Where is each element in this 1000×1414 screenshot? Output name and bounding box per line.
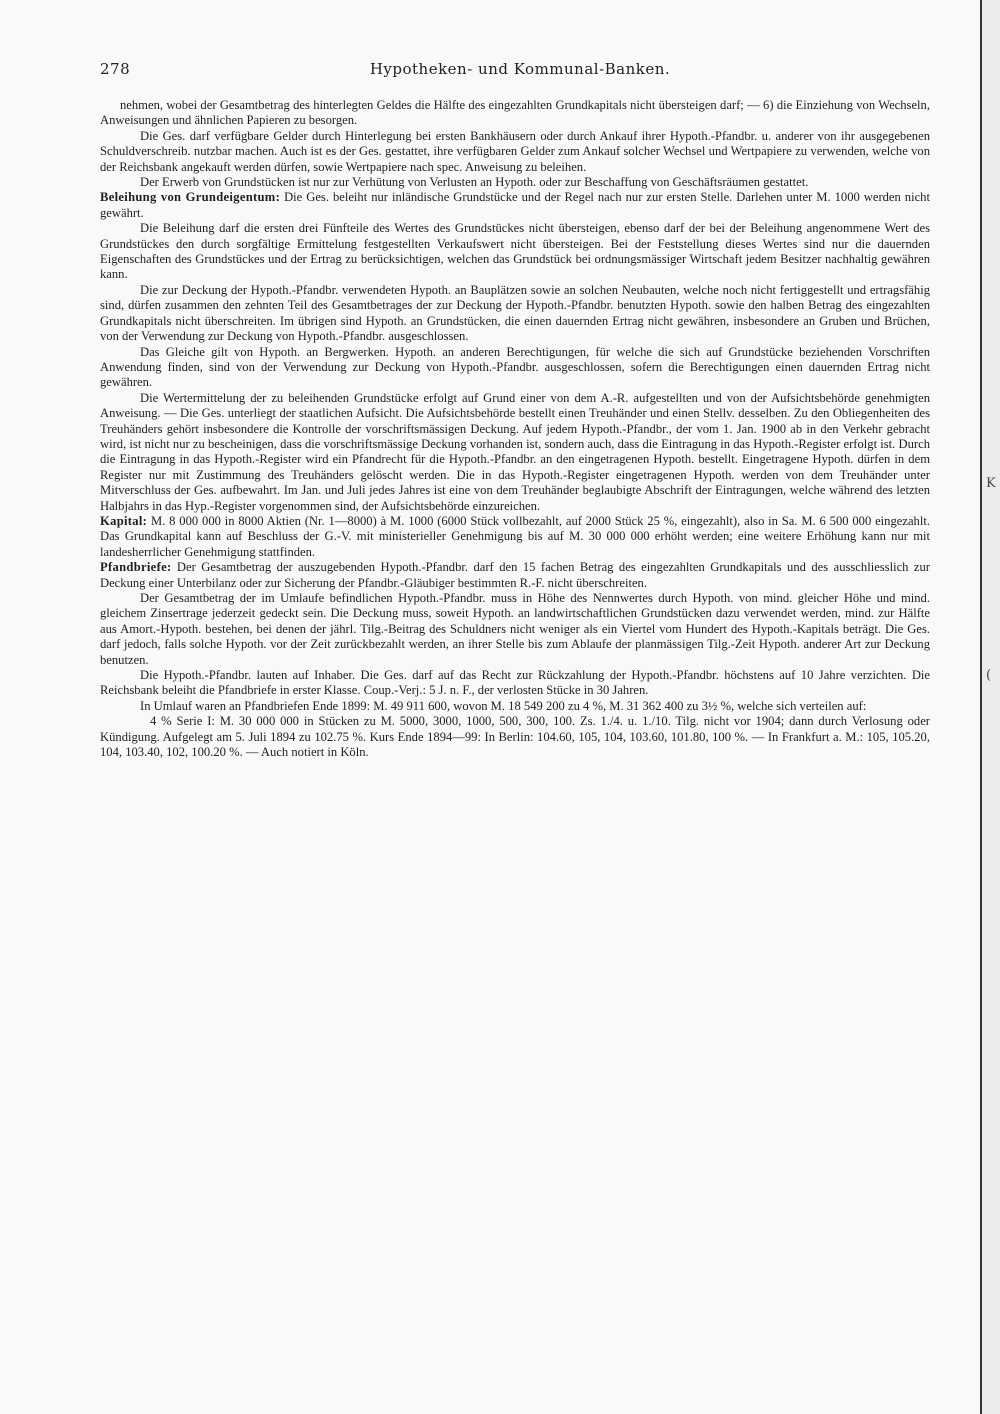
running-title: Hypotheken- und Kommunal-Banken. [369, 60, 671, 78]
paragraph [100, 560, 930, 591]
page-number: 278 [100, 60, 131, 78]
paragraph [100, 391, 930, 514]
paragraph-text: In Umlauf waren an Pfandbriefen Ende 1899: M. 49 911 600, wovon M. 18 549 200 zu 4 %, M. 31 362 400 zu 3½ %, welche sich verteilen auf: [140, 698, 867, 713]
paragraph [100, 283, 930, 345]
paragraph [100, 221, 930, 283]
paragraph-text: nehmen, wobei der Gesamtbetrag des hinterlegten Geldes die Hälfte des eingezahlten Grundkapitals nicht übersteigen darf; — 6) die Einziehung von Wechseln, Anweisungen und ähnlichen Papieren zu besorgen. [100, 98, 930, 128]
paragraph-text: Das Gleiche gilt von Hypoth. an Bergwerken. Hypoth. an anderen Berechtigungen, für welche die sich auf Grundstücke beziehenden Vorschriften Anwendung finden, sind von der Verwendung zur Deckung von Hypoth.-Pfandbr. ausgeschlossen, sofern die Berechtigungen einen dauernden Ertrag nicht gewähren. [100, 344, 930, 390]
body-text [100, 98, 930, 760]
paragraph-text: Die Wertermittelung der zu beleihenden Grundstücke erfolgt auf Grund einer von dem A.-R. aufgestellten und von der Aufsichtsbehörde genehmigten Anweisung. — Die Ges. unterliegt der staatlichen Aufsicht. Die Aufsichtsbehörde bestellt einen Treuhänder und einen Stellv. desselben. Zu den Obliegenheiten des Treuhänders gehört insbesondere die Kontrolle der vorschriftsmässigen Deckung. Auf jedem Hypoth.-Pfandbr., der vom 1. Jan. 1900 ab in den Verkehr gebracht wird, ist nicht nur zu bescheinigen, dass die vorschriftsmässige Deckung vorhanden ist, sondern auch, dass die Eintragung in das Hypoth.-Register erfolgt ist. Durch die Eintragung in das Hypoth.-Register wird ein Pfandrecht für die Hypoth.-Pfandbr. an den eingetragenen Hypoth. bestellt. Eingetragene Hypoth. dürfen in dem Register nur mit Zustimmung des Treuhänders gelöscht werden. Die in das Hypoth.-Register eingetragenen Hypoth. werden von dem Treuhänder unter Mitverschluss der Ges. aufbewahrt. Im Jan. und Juli jedes Jahres ist eine von dem Treuhänder beglaubigte Abschrift der Eintragungen, welche während des letzten Halbjahrs in das Hyp.-Register vorgenommen sind, der Aufsichtsbehörde einzureichen. [100, 390, 930, 513]
paragraph [100, 190, 930, 221]
section-heading: Kapital: [100, 513, 148, 528]
paragraph-text: 4 % Serie I: M. 30 000 000 in Stücken zu M. 5000, 3000, 1000, 500, 300, 100. Zs. 1./4. u. 1./10. Tilg. nicht vor 1904; dann durch Verlosung oder Kündigung. Aufgelegt am 5. Juli 1894 zu 102.75 %. Kurs Ende 1894—99: In Berlin: 104.60, 105, 104, 103.60, 101.80, 100 %. — In Frankfurt a. M.: 105, 105.20, 104, 103.40, 102, 100.20 %. — Auch notiert in Köln. [100, 714, 930, 760]
margin-mark: ( [986, 668, 992, 683]
section-heading: Pfandbriefe: [100, 560, 172, 575]
section-heading: Beleihung von Grundeigentum: [100, 190, 281, 205]
paragraph-text: Die Ges. beleiht nur inländische Grundstücke und der Regel nach nur zur ersten Stelle. Darlehen unter M. 1000 werden nicht gewährt. [100, 190, 930, 220]
page-edge [980, 0, 1000, 1414]
paragraph-text: Die Beleihung darf die ersten drei Fünfteile des Wertes des Grundstückes nicht übersteigen, ebenso darf der bei der Beleihung angenommene Wert des Grundstückes den durch sorgfältige Ermittelung festgestellten Verkaufswert nicht übersteigen. Bei der Feststellung dieses Wertes sind nur die dauernden Eigenschaften des Grundstückes und der Ertrag zu berücksichtigen, welchen das Grundstück bei ordnungsmässiger Wirtschaft jedem Besitzer nachhaltig gewähren kann. [100, 221, 930, 282]
paragraph-text: Der Gesamtbetrag der im Umlaufe befindlichen Hypoth.-Pfandbr. muss in Höhe des Nennwertes durch Hypoth. von mind. gleicher Höhe und mind. gleichem Zinsertrage jederzeit gedeckt sein. Die Deckung muss, soweit Hypoth. an landwirtschaftlichen Grundstücken dazu verwendet werden, mind. zur Hälfte aus Amort.-Hypoth. bestehen, bei denen der jährl. Tilg.-Beitrag des Schuldners nicht weniger als ein Viertel vom Hundert des Hypoth.-Kapitals beträgt. Die Ges. darf jedoch, falls solche Hypoth. vor der Zeit zurückbezahlt werden, an ihrer Stelle bis zum Ablaufe der planmässigen Tilg.-Zeit Hypoth. anderer Art zur Deckung benutzen. [100, 591, 930, 667]
paragraph [100, 668, 930, 699]
paragraph [100, 129, 930, 175]
paragraph [100, 98, 930, 129]
margin-mark: K [986, 476, 996, 491]
paragraph [100, 514, 930, 560]
paragraph-text: Der Erwerb von Grundstücken ist nur zur Verhütung von Verlusten an Hypoth. oder zur Beschaffung von Geschäftsräumen gestattet. [140, 175, 809, 190]
paragraph-text: Der Gesamtbetrag der auszugebenden Hypoth.-Pfandbr. darf den 15 fachen Betrag des eingezahlten Grundkapitals und des ausschliesslich zur Deckung einer Unterbilanz oder zur Sicherung der Pfandbr.-Gläubiger bestimmten R.-F. nicht überschreiten. [100, 560, 931, 590]
paragraph [100, 591, 930, 668]
paragraph-text: Die zur Deckung der Hypoth.-Pfandbr. verwendeten Hypoth. an Bauplätzen sowie an solchen Neubauten, welche noch nicht fertiggestellt und ertragsfähig sind, dürfen zusammen den zehnten Teil des Gesamtbetrages der zur Deckung der Hypoth.-Pfandbr. benutzten Hypoth. sowie den halben Betrag des eingezahlten Grundkapitals nicht überschreiten. Im übrigen sind Hypoth. an Grundstücken, die einen dauernden Ertrag nicht gewähren, insbesondere an Gruben und Brüchen, von der Verwendung zur Deckung von Hypoth.-Pfandbr. ausgeschlossen. [100, 282, 930, 344]
paragraph [100, 699, 930, 714]
paragraph [100, 714, 930, 760]
paragraph [100, 175, 930, 190]
paragraph-text: M. 8 000 000 in 8000 Aktien (Nr. 1—8000) à M. 1000 (6000 Stück vollbezahlt, auf 2000 Stück 25 %, eingezahlt), also in Sa. M. 6 500 000 eingezahlt. Das Grundkapital kann auf Beschluss der G.-V. mit ministerieller Genehmigung bis auf M. 30 000 000 erhöht werden; eine weitere Erhöhung kann nur mit landesherrlicher Genehmigung stattfinden. [100, 513, 930, 559]
paragraph [100, 345, 930, 391]
paragraph-text: Die Ges. darf verfügbare Gelder durch Hinterlegung bei ersten Bankhäusern oder durch Ankauf ihrer Hypoth.-Pfandbr. u. anderer von ihr ausgegebenen Schuldverschreib. nutzbar machen. Auch ist es der Ges. gestattet, ihre verfügbaren Gelder zum Ankauf solcher Wechsel und Wertpapiere zu verwenden, welche von der Reichsbank angekauft werden dürfen, sowie Wertpapiere nach spec. Anweisung zu beleihen. [100, 128, 930, 174]
paragraph-text: Die Hypoth.-Pfandbr. lauten auf Inhaber. Die Ges. darf auf das Recht zur Rückzahlung der Hypoth.-Pfandbr. höchstens auf 10 Jahre verzichten. Die Reichsbank beleiht die Pfandbriefe in erster Klasse. Coup.-Verj.: 5 J. n. F., der verlosten Stücke in 30 Jahren. [100, 668, 930, 698]
